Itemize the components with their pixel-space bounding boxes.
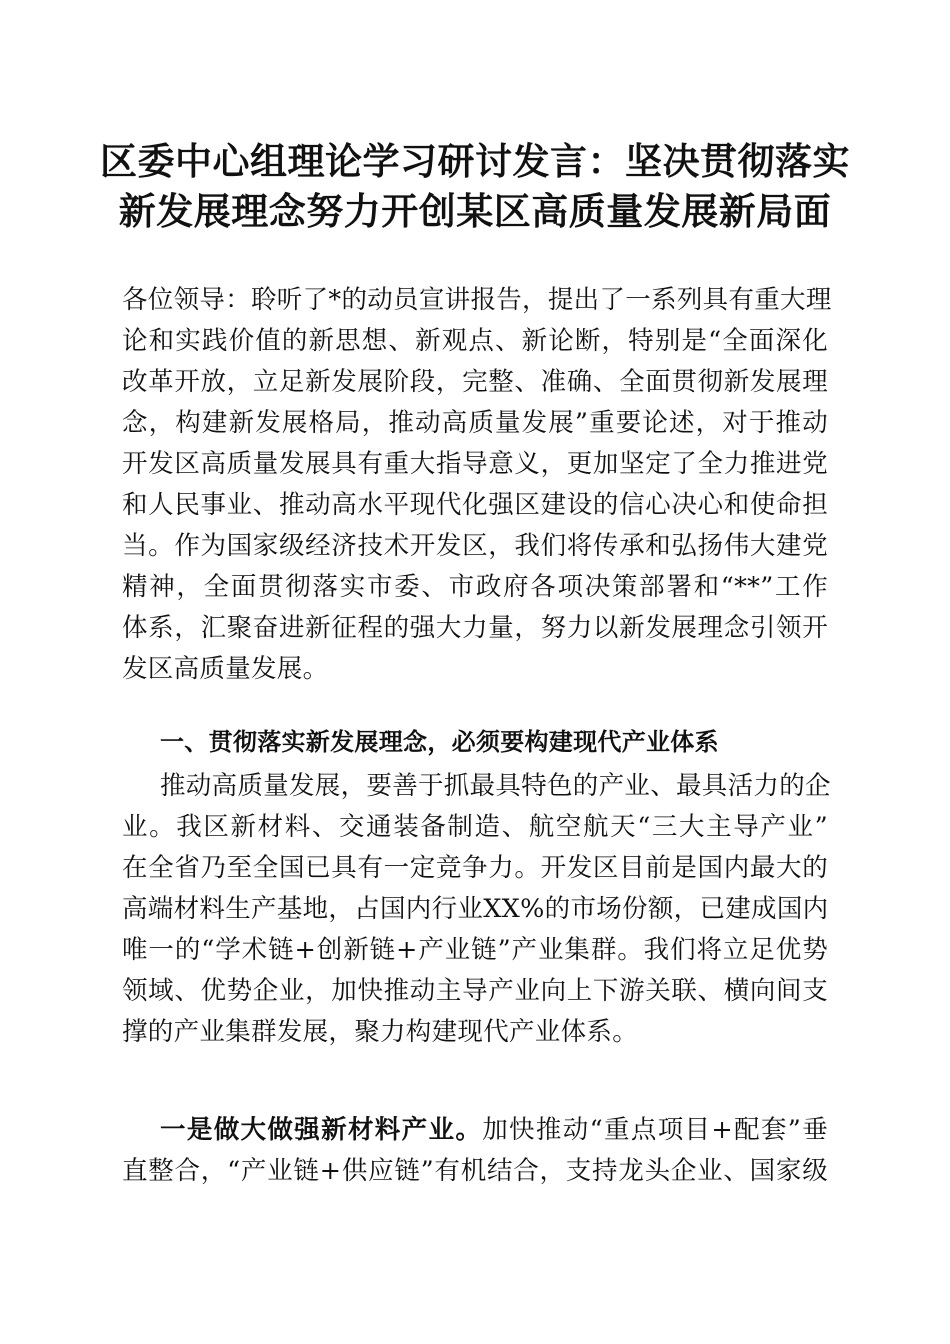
paragraph-line: 唯一的“学术链+创新链+产业链”产业集群。我们将立足优势 [122,935,828,965]
paragraph-line: 开发区高质量发展具有重大指导意义，更加坚定了全力推进党 [122,449,828,479]
paragraph-line: 当。作为国家级经济技术开发区，我们将传承和弘扬伟大建党 [122,531,828,561]
paragraph-line: 在全省乃至全国已具有一定竞争力。开发区目前是国内最大的 [122,853,828,883]
paragraph-line: 体系，汇聚奋进新征程的强大力量，努力以新发展理念引领开 [122,613,828,643]
paragraph-line-rest: 加快推动“重点项目+配套”垂 [482,1115,828,1145]
paragraph-line: 和人民事业、推动高水平现代化强区建设的信心决心和使命担 [122,490,828,520]
section-heading-1: 一、贯彻落实新发展理念，必须要构建现代产业体系 [160,728,719,756]
paragraph-line: 精神，全面贯彻落实市委、市政府各项决策部署和“**”工作 [122,572,828,602]
paragraph-line: 各位领导：聆听了*的动员宣讲报告，提出了一系列具有重大理 [122,285,832,315]
section-1-paragraph [122,766,831,1053]
title-line-2: 新发展理念努力开创某区高质量发展新局面 [118,189,832,233]
paragraph-line: 推动高质量发展，要善于抓最具特色的产业、最具活力的企 [160,771,831,801]
page-title [100,136,850,236]
intro-paragraph [122,280,832,690]
paragraph-line: 论和实践价值的新思想、新观点、新论断，特别是“全面深化 [122,326,828,356]
title-line-1: 区委中心组理论学习研讨发言：坚决贯彻落实 [100,139,850,183]
paragraph-line: 直整合，“产业链+供应链”有机结合，支持龙头企业、国家级 [122,1156,828,1186]
paragraph-line: 高端材料生产基地，占国内行业XX%的市场份额，已建成国内 [122,894,829,924]
paragraph-line: 念，构建新发展格局，推动高质量发展”重要论述，对于推动 [122,408,828,438]
new-materials-paragraph [122,1110,828,1192]
paragraph-line: 业。我区新材料、交通装备制造、航空航天“三大主导产业” [122,812,828,842]
paragraph-line: 撑的产业集群发展，聚力构建现代产业体系。 [122,1017,639,1047]
paragraph-line [122,1110,828,1151]
paragraph-line: 领域、优势企业，加快推动主导产业向上下游关联、横向间支 [122,976,828,1006]
paragraph-line: 改革开放，立足新发展阶段，完整、准确、全面贯彻新发展理 [122,367,828,397]
paragraph-line: 发区高质量发展。 [122,654,329,684]
paragraph-lead: 一是做大做强新材料产业。 [160,1115,483,1145]
